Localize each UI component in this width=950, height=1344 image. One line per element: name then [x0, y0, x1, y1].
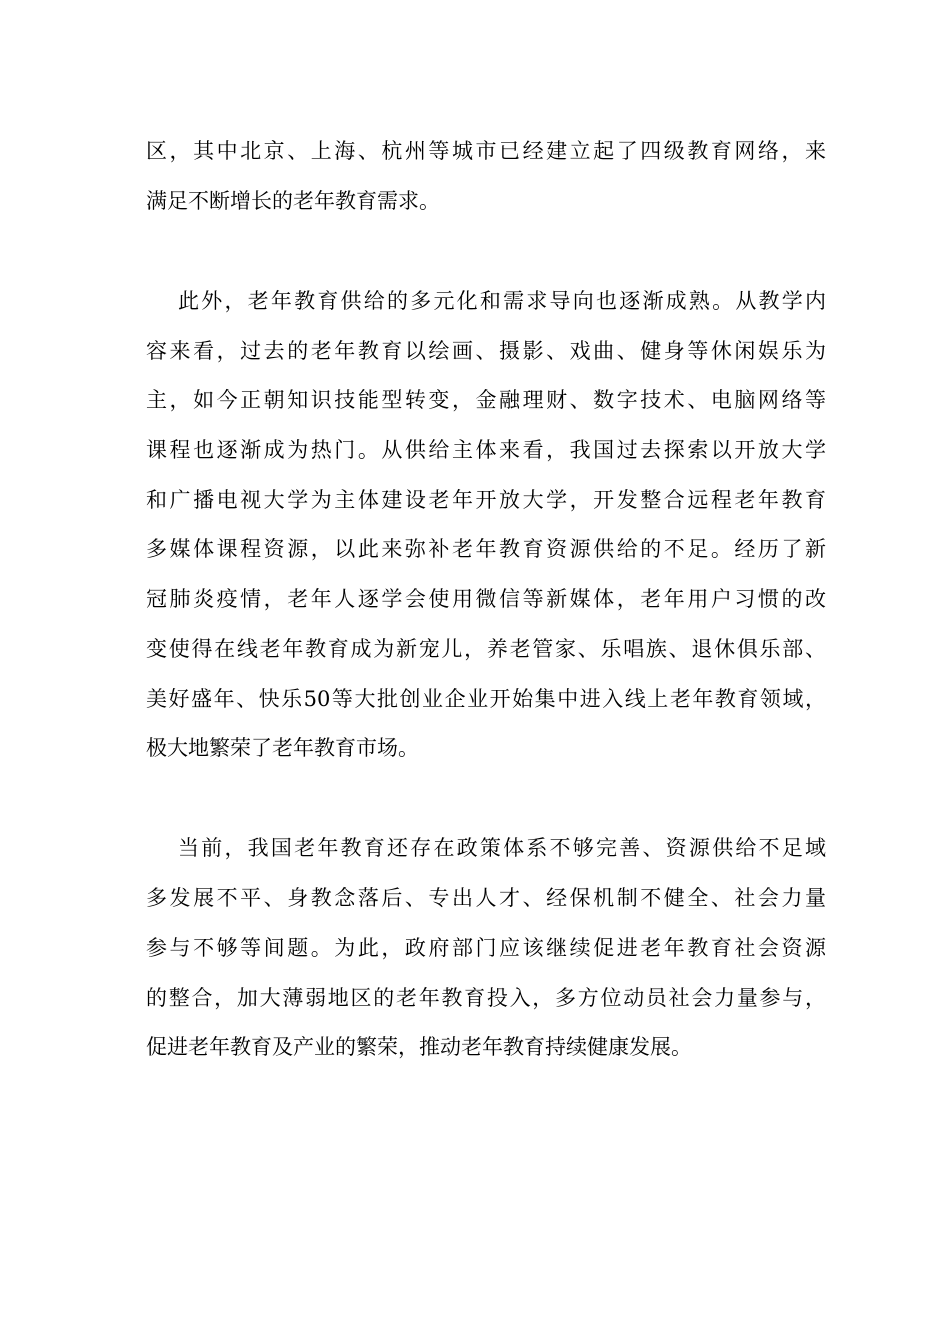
paragraph-line: 课程也逐渐成为热门。从供给主体来看，我国过去探索以开放大学	[146, 438, 826, 462]
paragraph-line: 多发展不平、身教念落后、专出人才、经保机制不健全、社会力量	[146, 886, 826, 910]
paragraph-line: 的整合，加大薄弱地区的老年教育投入，多方位动员社会力量参与，	[146, 986, 826, 1010]
paragraph-line: 美好盛年、快乐50等大批创业企业开始集中进入线上老年教育领域，	[146, 687, 826, 711]
paragraph-line: 极大地繁荣了老年教育市场。	[146, 736, 419, 760]
paragraph-line: 变使得在线老年教育成为新宠儿，养老管家、乐唱族、退休俱乐部、	[146, 637, 826, 661]
paragraph-line: 多媒体课程资源，以此来弥补老年教育资源供给的不足。经历了新	[146, 537, 826, 561]
paragraph-line: 当前，我国老年教育还存在政策体系不够完善、资源供给不足域	[178, 836, 826, 860]
paragraph-line: 区，其中北京、上海、杭州等城市已经建立起了四级教育网络，来	[146, 139, 826, 163]
paragraph-line: 促进老年教育及产业的繁荣，推动老年教育持续健康发展。	[146, 1035, 692, 1059]
paragraph-line: 满足不断增长的老年教育需求。	[146, 189, 440, 213]
paragraph-line: 冠肺炎疫情，老年人逐学会使用微信等新媒体，老年用户习惯的改	[146, 587, 826, 611]
paragraph-line: 主，如今正朝知识技能型转变，金融理财、数字技术、电脑网络等	[146, 388, 826, 412]
paragraph-line: 和广播电视大学为主体建设老年开放大学，开发整合远程老年教育	[146, 488, 826, 512]
paragraph-line: 此外，老年教育供给的多元化和需求导向也逐渐成熟。从教学内	[178, 289, 826, 313]
paragraph-line: 容来看，过去的老年教育以绘画、摄影、戏曲、健身等休闲娱乐为	[146, 339, 826, 363]
paragraph-line: 参与不够等间题。为此，政府部门应该继续促进老年教育社会资源	[146, 936, 826, 960]
